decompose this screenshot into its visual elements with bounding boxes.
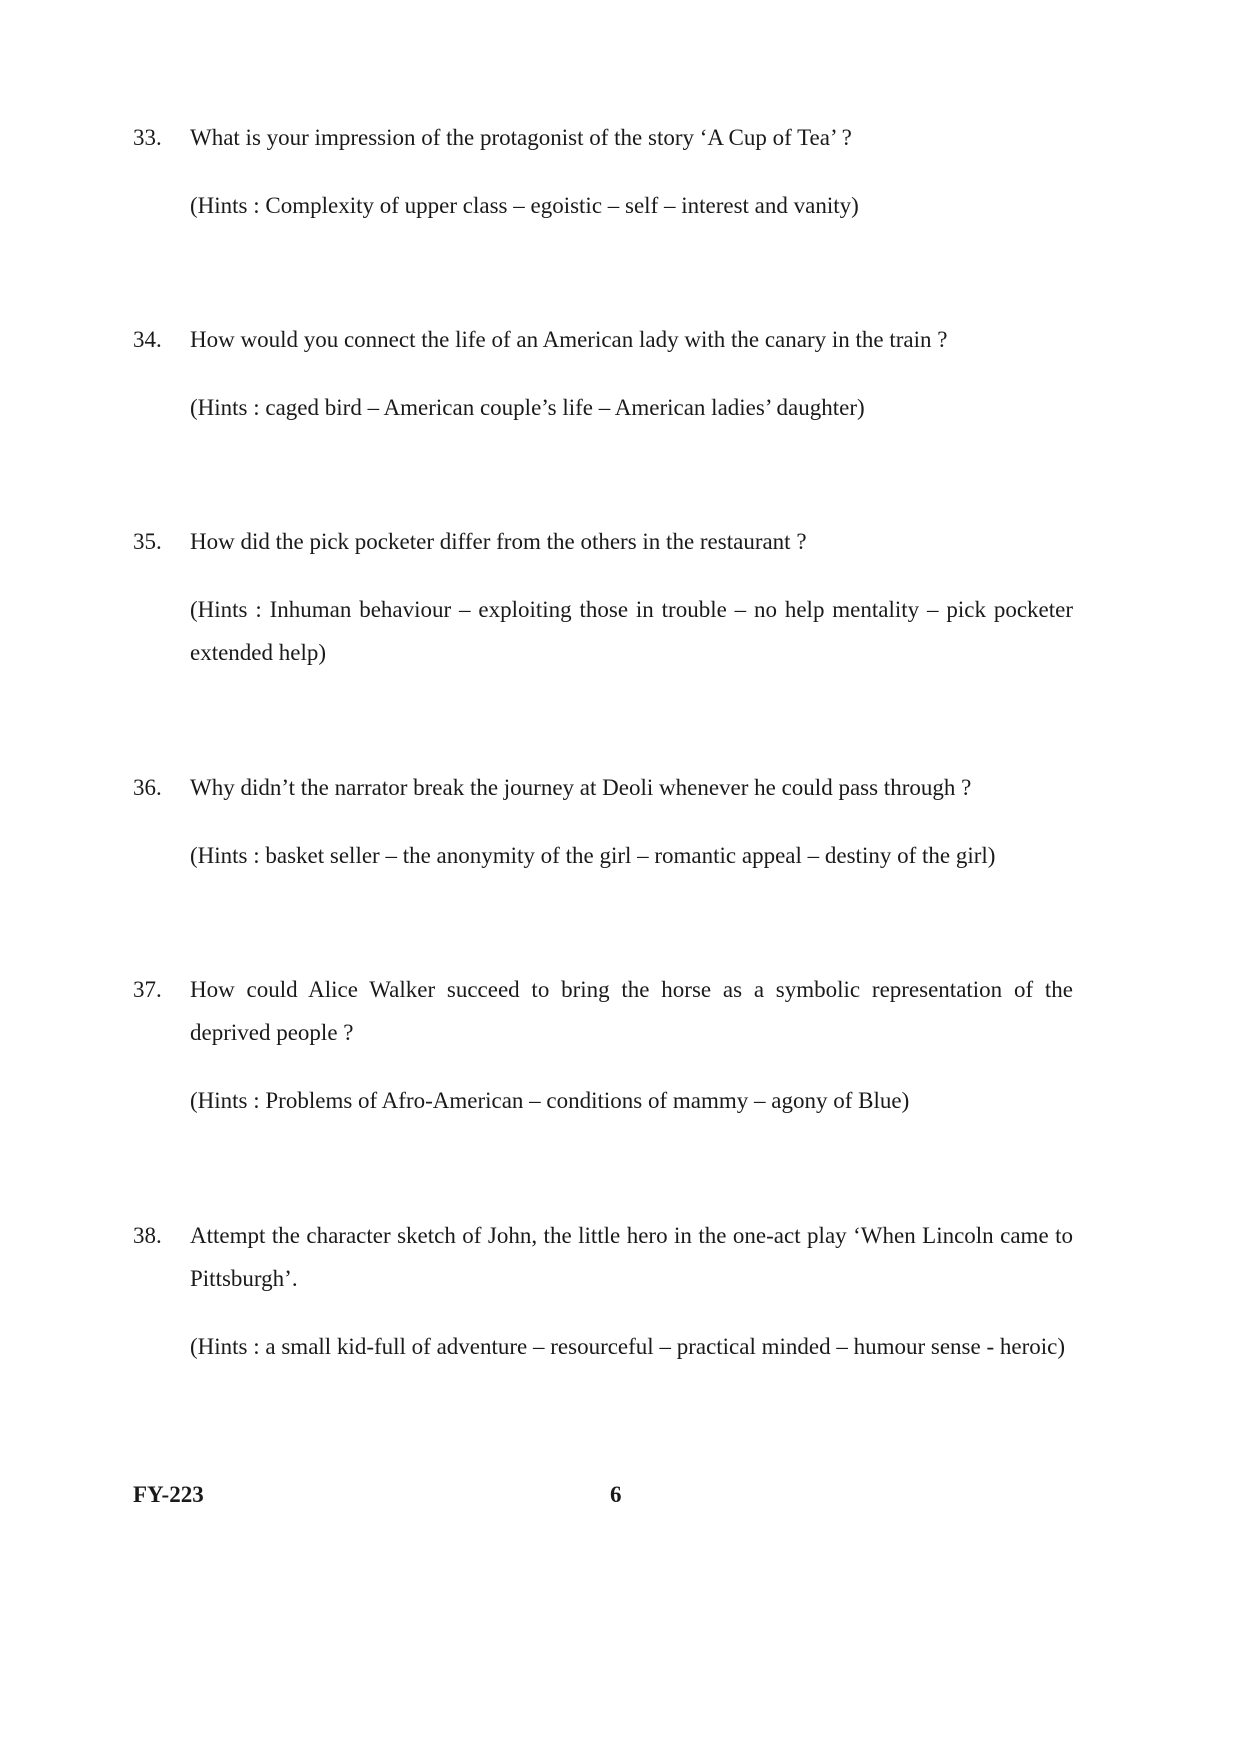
question-text: How did the pick pocketer differ from the others in the restaurant ? [190,529,807,554]
question-33 [133,116,1073,227]
question-hint: (Hints : basket seller – the anonymity of the girl – romantic appeal – destiny of the girl) [190,843,996,868]
question-number: 35. [133,529,162,554]
question-hint: (Hints : Complexity of upper class – egoistic – self – interest and vanity) [190,193,859,218]
question-34 [133,318,1073,429]
question-hint: (Hints : a small kid-full of adventure – resourceful – practical minded – humour sense - heroic) [190,1334,1065,1359]
question-text: Attempt the character sketch of John, the little hero in the one-act play ‘When Lincoln came to Pittsburgh’. [190,1223,1073,1291]
question-number: 34. [133,327,162,352]
question-text: Why didn’t the narrator break the journey at Deoli whenever he could pass through ? [190,775,972,800]
question-hint: (Hints : caged bird – American couple’s life – American ladies’ daughter) [190,395,865,420]
question-36 [133,766,1073,877]
question-number: 38. [133,1223,162,1248]
question-text: How would you connect the life of an American lady with the canary in the train ? [190,327,948,352]
question-number: 37. [133,977,162,1002]
question-38 [133,1214,1073,1368]
question-hint: (Hints : Problems of Afro-American – conditions of mammy – agony of Blue) [190,1088,910,1113]
question-text: How could Alice Walker succeed to bring the horse as a symbolic representation of the deprived people ? [190,977,1073,1045]
question-number: 36. [133,775,162,800]
page-number: 6 [610,1482,622,1507]
question-hint: (Hints : Inhuman behaviour – exploiting those in trouble – no help mentality – pick pocketer extended help) [190,597,1073,665]
question-text: What is your impression of the protagonist of the story ‘A Cup of Tea’ ? [190,125,852,150]
question-number: 33. [133,125,162,150]
question-35 [133,520,1073,674]
paper-code: FY-223 [133,1482,204,1507]
question-37 [133,968,1073,1122]
